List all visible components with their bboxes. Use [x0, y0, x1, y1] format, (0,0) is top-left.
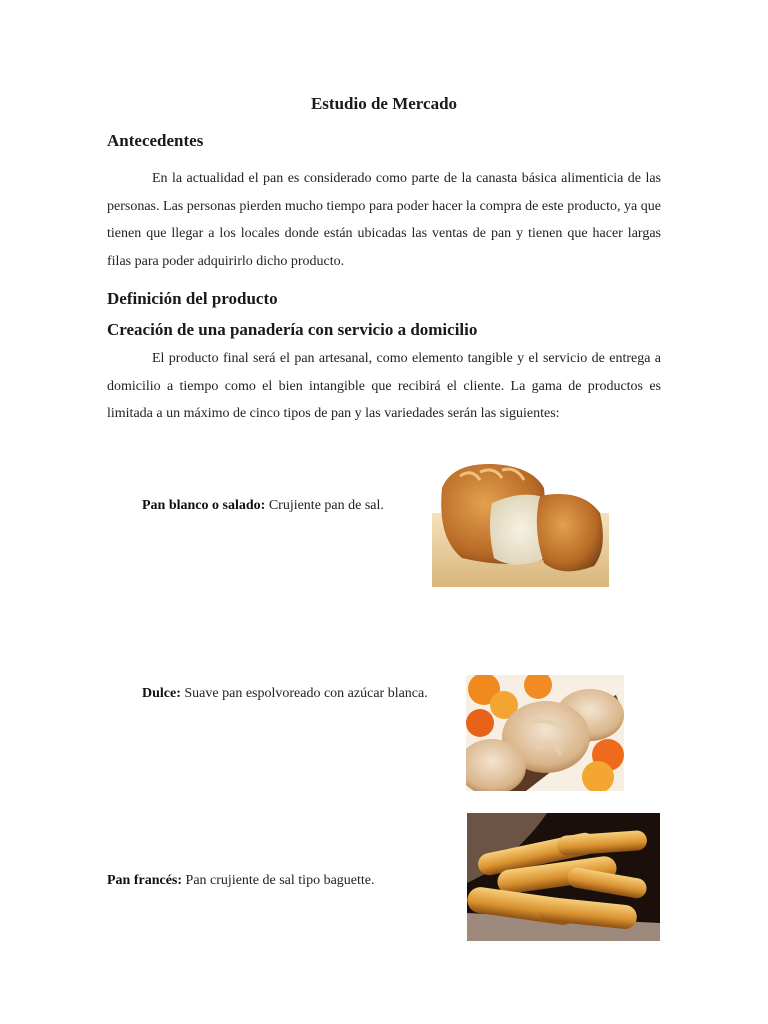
product-description: Crujiente pan de sal. — [268, 498, 384, 513]
product-item-pan-blanco — [142, 496, 384, 516]
section-heading-antecedentes: Antecedentes — [107, 131, 204, 150]
sugar-dusted-sweet-bread-photo — [466, 675, 624, 791]
product-item-dulce — [142, 684, 428, 704]
sliced-white-bread-photo — [432, 458, 609, 587]
definicion-paragraph: El producto final será el pan artesanal, como elemento tangible y el servicio de entrega a domicilio a tiempo como el bien intangible que recibirá el cliente. La gama de productos es limitada a un máximo de cinco tipos de pan y las variedades serán las siguientes: — [107, 351, 661, 421]
product-name: Pan francés: — [107, 873, 183, 888]
baguettes-basket-photo — [467, 813, 660, 941]
product-description: Pan crujiente de sal tipo baguette. — [185, 873, 375, 888]
document-title: Estudio de Mercado — [310, 94, 458, 113]
section-subheading-creacion: Creación de una panadería con servicio a domicilio — [107, 320, 478, 339]
product-name: Pan blanco o salado: — [142, 498, 266, 513]
product-item-pan-frances — [107, 871, 375, 891]
product-description: Suave pan espolvoreado con azúcar blanca. — [184, 686, 428, 701]
product-name: Dulce: — [142, 686, 181, 701]
section-heading-definicion: Definición del producto — [107, 289, 278, 308]
antecedentes-paragraph: En la actualidad el pan es considerado como parte de la canasta básica alimenticia de las personas. Las personas pierden mucho tiempo para poder hacer la compra de este producto, ya que tienen que llegar a los locales donde están ubicadas las ventas de pan y tienen que hacer largas filas para poder adquirirlo dicho producto. — [107, 171, 661, 269]
